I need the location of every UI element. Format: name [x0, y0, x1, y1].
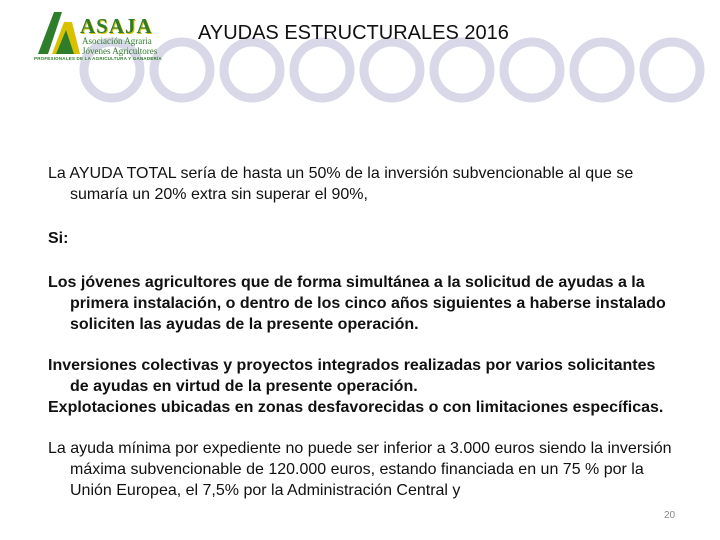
- slide-body: [48, 163, 678, 501]
- decor-circle: [574, 42, 630, 98]
- page-number: 20: [664, 510, 676, 521]
- decor-circle: [434, 42, 490, 98]
- paragraph-inversiones-colectivas: Inversiones colectivas y proyectos integrados realizadas por varios solicitantes de ayudas en virtud de la presente operación.: [48, 357, 656, 395]
- page-title: AYUDAS ESTRUCTURALES 2016: [198, 22, 509, 44]
- logo-tagline: PROFESIONALES DE LA AGRICULTURA Y GANADERÍA: [34, 56, 162, 61]
- asaja-logo: [34, 8, 174, 62]
- paragraph-ayuda-minima: La ayuda mínima por expediente no puede ser inferior a 3.000 euros siendo la inversión máxima subvencionable de 120.000 euros, estando financiada en un 75 % por la Unión Europea, el 7,5% por la Administración Central y: [48, 440, 672, 499]
- decor-circle: [644, 42, 700, 98]
- decor-circle: [504, 42, 560, 98]
- logo-name: ASAJA: [80, 14, 153, 38]
- decor-circle: [224, 42, 280, 98]
- paragraph-jovenes-agricultores: Los jóvenes agricultores que de forma simultánea a la solicitud de ayudas a la primera instalación, o dentro de los cinco años siguientes a haberse instalado soliciten las ayudas de la presente operación.: [48, 274, 666, 333]
- decor-circle: [294, 42, 350, 98]
- paragraph-ayuda-total: La AYUDA TOTAL sería de hasta un 50% de la inversión subvencionable al que se sumaría un 20% extra sin superar el 90%,: [48, 165, 634, 203]
- decor-circle: [364, 42, 420, 98]
- logo-subtitle-2: Jóvenes Agricultores: [82, 46, 158, 56]
- paragraph-si: Si:: [48, 230, 69, 247]
- logo-mark-icon: [34, 8, 84, 56]
- logo-subtitle-1: Asociación Agraria: [82, 36, 152, 46]
- paragraph-zonas-desfavorecidas: Explotaciones ubicadas en zonas desfavorecidas o con limitaciones específicas.: [48, 399, 664, 416]
